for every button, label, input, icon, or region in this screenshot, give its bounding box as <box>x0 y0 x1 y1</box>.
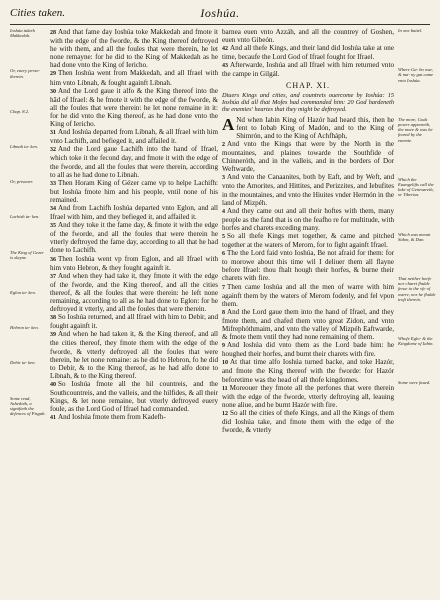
left-column <box>10 28 218 592</box>
verse <box>222 249 394 282</box>
verse <box>222 384 394 409</box>
verse-text: And Ioshúa did vnto them as the Lord bade him: he houghed their horfes, and burnt their charets with fire. <box>222 341 394 359</box>
right-column-text <box>222 28 394 434</box>
verse-text: So Ioshúa fmote all the hil countreis, and the Southcountreis, and the valleis, and the hilfides, & all their Kings, & let none remaine, but vtterly deftroyed euery foule, as the Lord God of Ifrael had commanded. <box>50 379 218 414</box>
margin-note: Libnah ta- ken. <box>10 144 38 150</box>
verse <box>222 358 394 383</box>
verse-number: 37 <box>50 273 56 280</box>
drop-cap: A <box>222 114 235 134</box>
verse <box>222 140 394 173</box>
chapter-heading: CHAP. XI. <box>286 80 330 90</box>
verse <box>222 61 394 78</box>
margin-note: Hebron ta- ken. <box>10 325 39 331</box>
margin-note: Where Ga- bo war, & ma- ny gat came vnto Ioshúa. <box>398 67 434 83</box>
verse-text: Then Horam King of Gézer came vp to helpe Lachifh: but Ioshúa fmote him and his people, vntil none of his remained. <box>50 178 218 204</box>
verse <box>222 232 394 249</box>
margin-note: Debir ta- ken. <box>10 360 36 366</box>
verse-text: And when he had taken it, & the King thereof, and all the cities thereof, they fmote them with the edge of the fworde, & vtterly deftroyed all the foules that were therein, he let none remaine: as he did to Hebron, fo he did to Debir, & to the King thereof, as he had alfo done to Libnah, & to the King thereof. <box>50 330 218 380</box>
verse-number: 33 <box>50 180 56 187</box>
verse <box>222 28 394 44</box>
verse-text: Then Ioshúa went vp from Eglon, and all Ifrael with him vnto Hebron, & they fought againft it. <box>50 254 218 272</box>
margin-note: In one battel. <box>398 28 423 33</box>
verse-number: 10 <box>222 360 228 367</box>
verse-number: 2 <box>222 141 225 148</box>
verse-number: 3 <box>222 175 225 182</box>
left-margin-notes <box>10 28 48 446</box>
verse <box>50 330 218 380</box>
verse-text: And all thefe Kings, and their land did Ioshúa take at one time, becaufe the Lord God of Ifrael fought for Ifrael. <box>222 44 394 62</box>
verse-text: And when they had take it, they fmote it with the edge of the fworde, and the King thereof, and all the cities thereof, & all the foules that were therein: he left none remaining, according to all as he had done to Eglon: for he deftroyed it vtterly, and all the foules that were therein. <box>50 271 218 314</box>
verse-text: Then Ioshúa went from Makkedah, and all Ifrael with him vnto Libnah, & fought againft Libnah. <box>50 69 218 87</box>
verse-number: 12 <box>222 410 228 417</box>
verse <box>50 380 218 413</box>
verse <box>222 283 394 308</box>
verse-number: 31 <box>50 130 56 137</box>
verse-text: Then came Ioshúa and all the men of warre with him againft them by the waters of Merom fodenly, and fel vpon them. <box>222 282 394 308</box>
verse <box>222 173 394 206</box>
chapter-10-end-verses <box>222 28 394 79</box>
verse <box>222 308 394 341</box>
verse-number: 41 <box>50 415 56 422</box>
verse-text: And the Lord gaue them into the hand of Ifrael, and they fmote them, and chafed them vnto great Zidon, and vnto Mifrephóthmaim, and vnto the valley of Mizpéh Eaftwarde, & fmote them vntil they had none remaining of them. <box>222 307 394 342</box>
verse-number: 30 <box>50 88 56 95</box>
verse-text: At that time alfo Ioshúa turned backe, and toke Hazór, and fmote the King thereof with the fworde: for Hazór beforetime was the head of all thofe kingdomes. <box>222 358 394 384</box>
chapter-11-verses <box>222 116 394 435</box>
margin-note: The King of Gezer is slayne. <box>10 249 44 260</box>
verse <box>50 313 218 330</box>
book-title: Ioshúa. <box>200 6 240 20</box>
chapter-summary: Diuers Kings and cities, and countreis ouercome by Ioshúa: 15 Ioshúa did all that Mofes had commanded him: 20 God hardeneth the enemies' heartes that they might be deftroyed. <box>222 91 394 113</box>
verse-text: And the Lord gaue it alfo & the King thereof into the hād of Ifrael: & he fmote it with the edge of the fworde, & all the foules that were therein: he let none remaine in it: for he did vnto the King thereof, as he had done vnto the King of Iericho. <box>50 86 218 129</box>
verse <box>50 128 218 145</box>
margin-note: Some were faued. <box>398 380 431 386</box>
verse-number: 36 <box>50 256 56 263</box>
verse-number: 32 <box>50 147 56 154</box>
verse-text: The the Lord faid vnto Ioshúa, Be not afraid for them: for to morowe about this time wil I deliuer them all flayne before Ifrael: thou fhalt hough their horfes, & burne their charets with fire. <box>222 249 394 283</box>
verse-text: So all the cities of thefe Kings, and all the Kings of them did Ioshúa take, and fmote them with the edge of the fworde, & vtterly <box>222 408 394 435</box>
right-margin-notes <box>398 28 436 420</box>
margin-note: Which the Euangelifts call the lake of Genesareth, or Tiberias. <box>398 176 434 198</box>
verse-text: So all thefe Kings met together, & came and pitched together at the waters of Merom, for to fight againft Ifrael. <box>222 231 394 250</box>
verse-number: 7 <box>222 284 225 291</box>
right-column <box>222 28 436 592</box>
verse-text: And vnto the Canaanites, both by Eaft, and by Weft, and vnto the Amorites, and Hittites, and Perizzites, and Iebufites in the mountaines, and vnto the Hiuites vnder Hermón in the land of Mizpéh. <box>222 173 394 207</box>
verse-number: 40 <box>50 381 56 388</box>
margin-note: Ioshúa taketh Makkedah. <box>10 28 35 39</box>
verse-number: 8 <box>222 309 225 316</box>
verse-text: barnea euen vnto Azzáh, and all the countrey of Goshen, euen vnto Gibeón. <box>222 28 394 45</box>
verse <box>50 69 218 86</box>
margin-note: Chap. 8.2. <box>10 108 30 114</box>
verse <box>222 116 394 140</box>
verse-text: And from Lachifh Ioshúa departed vnto Eglon, and all Ifrael with him, and they befieged it, and affailed it. <box>50 203 218 222</box>
margin-note: That neither horfe nor charet fhulde ferue to the vfe of warre, nor he fhulde truft therein. <box>398 276 436 302</box>
verse-number: 39 <box>50 332 56 339</box>
verse-text: And Ioshúa departed from Libnah, & all Ifrael with him vnto Lachifh, and befieged it, and affailed it. <box>50 128 218 146</box>
verse-number: 29 <box>50 71 56 78</box>
verse-text: And they toke it the fame day, & fmote it with the edge of the fworde, and all the foules that were therein he vtterly deftroyed the fame day, according to all that he had done to Lachifh. <box>50 221 218 255</box>
margin-note: Whofe Eglo- & the Kingdome of Iabin. <box>398 336 434 347</box>
verse <box>50 204 218 221</box>
verse-text: Nd when Iabin King of Hazór had heard this, then he fent to Iobab King of Madón, and to the King of Shimrón, and to the King of Achfháph, <box>236 115 394 140</box>
verse-number: 5 <box>222 233 225 240</box>
verse <box>50 87 218 128</box>
verse-text: So Ioshúa returned, and all Ifrael with him to Debir, and fought againft it. <box>50 313 218 331</box>
running-title: Cities taken. <box>10 7 65 19</box>
verse <box>50 255 218 272</box>
margin-note: Or, prisoner. <box>10 179 34 185</box>
verse-text: And they came out and all their hoftes with them, many people as the fand that is on the feafho re for multitude, with horfes and charets exceding many. <box>222 206 394 232</box>
margin-note: Or, euery perso- therein. <box>10 68 40 79</box>
verse <box>222 44 394 61</box>
verse-number: 35 <box>50 223 56 230</box>
verse <box>50 145 218 178</box>
verse-text: Afterwarde, Ioshúa and all Ifrael with him returned vnto the campe in Gilgál. <box>222 61 394 79</box>
verse <box>222 207 394 232</box>
left-column-text <box>50 28 218 422</box>
verse-text: And the Lord gaue Lachifh into the hand of Ifrael, which toke it the fecond day, and fmote it with the edge of the fworde, and all the foules that were therein, according to all as he had done to Libnah. <box>50 145 218 179</box>
verse <box>50 179 218 204</box>
verse-number: 4 <box>222 208 225 215</box>
verse-number: 38 <box>50 315 56 322</box>
verse-text: And vnto the Kings that were by the North in the mountaines, and plaines towarde the Southfide of Chinneróth, and in the valleis, and in the borders of Dor Weftwarde, <box>222 139 394 174</box>
margin-note: Which was meant Sidon, & Dan. <box>398 231 431 242</box>
verse-text: And Ioshúa fmote them from Kadefh- <box>58 413 166 422</box>
verse <box>222 341 394 358</box>
verse-text: And that fame day Ioshúa toke Makkedah and fmote it with the edge of the fworde, & the King thereof deftroyed he with them, and all the foules that were therein, he let none remayne: for he did to the King of Makkedah as he had done vnto the King of Iericho. <box>50 28 218 70</box>
verse <box>50 413 218 422</box>
verse-number: 42 <box>222 46 228 53</box>
verse-number: 28 <box>50 30 56 36</box>
verse-number: 11 <box>222 385 228 392</box>
verse-number: 34 <box>50 205 56 212</box>
verse <box>222 409 394 434</box>
margin-note: The more, Gods power appeareth, the more & was he feared by the enemie. <box>398 116 433 143</box>
verse-number: 9 <box>222 343 225 350</box>
verse <box>50 272 218 313</box>
margin-note: Lachish ta- ken. <box>10 214 40 220</box>
verse-number: 43 <box>222 63 228 70</box>
verse <box>50 28 218 69</box>
verse-text: Moreouer they fmote all the perfones that were therein with the edge of the fworde, vtterly deftroying all, leauing none aliue, and he burnt Hazór with fire. <box>222 383 394 409</box>
page-header <box>10 6 430 25</box>
margin-note: Some read, Ashedoth, a signifieth the defences of Pisgah. <box>10 395 46 417</box>
verse <box>50 221 218 254</box>
verse-number: 6 <box>222 251 225 258</box>
margin-note: Eglon ta- ken. <box>10 290 36 296</box>
